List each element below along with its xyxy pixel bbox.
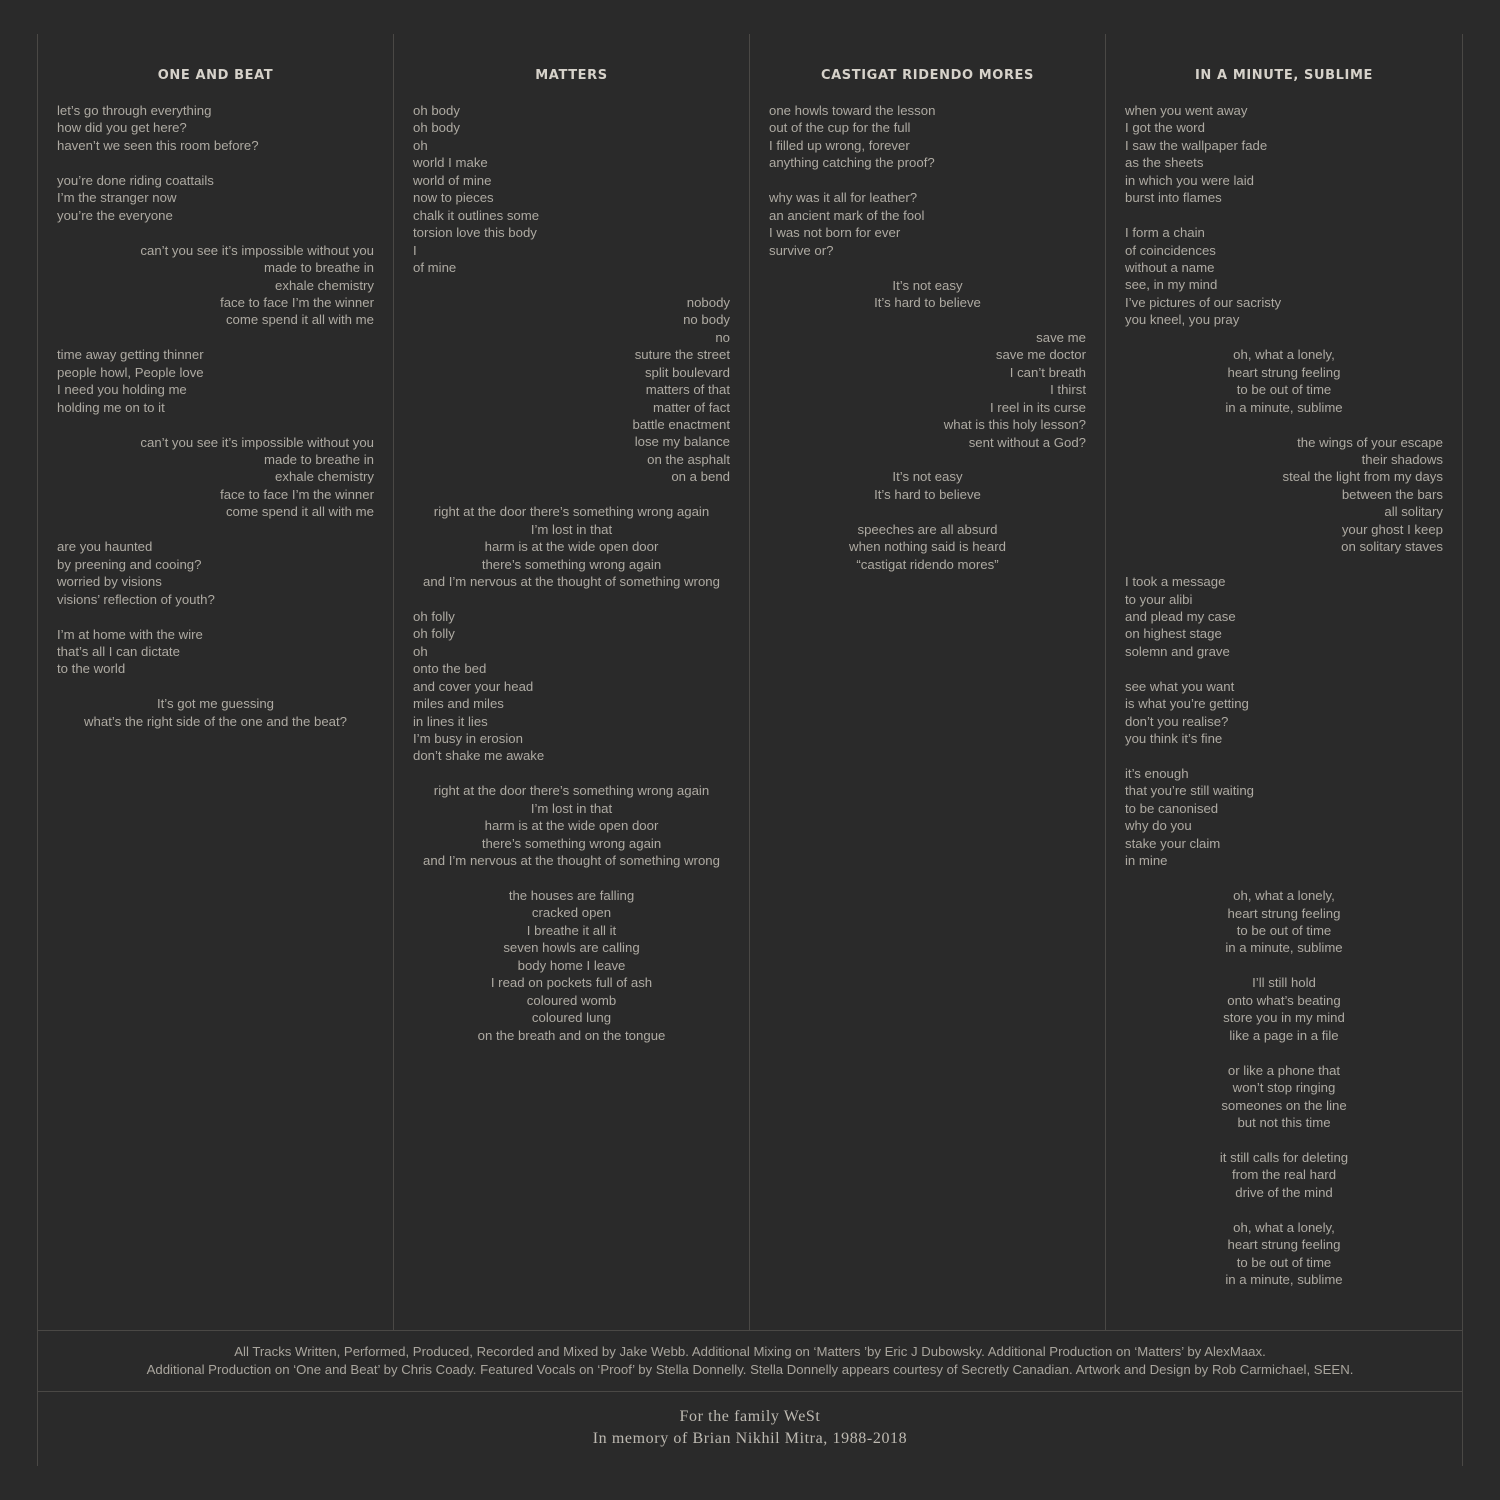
lyric-line: to the world (57, 661, 126, 677)
lyric-line: It’s hard to believe (874, 486, 981, 502)
lyric-line: that you’re still waiting (1125, 783, 1255, 799)
lyric-line: It’s hard to believe (874, 294, 981, 310)
lyric-line: to your alibi (1125, 591, 1193, 607)
lyric-line: in a minute, sublime (1225, 940, 1343, 956)
lyric-line: is what you’re getting (1125, 696, 1249, 712)
lyric-line: to be out of time (1236, 382, 1332, 398)
lyric-line: in a minute, sublime (1225, 399, 1343, 415)
stanza (57, 242, 374, 329)
lyric-line: anything catching the proof? (769, 155, 935, 171)
lyric-line: heart strung feeling (1227, 905, 1341, 921)
lyric-line: I saw the wallpaper fade (1125, 137, 1268, 153)
stanza (57, 102, 374, 154)
stanza (1125, 1149, 1443, 1201)
stanza (769, 102, 1086, 172)
lyric-line: I’m the stranger now (57, 190, 177, 206)
stanza (769, 329, 1086, 451)
lyric-line: won’t stop ringing (1232, 1080, 1336, 1096)
credits-line-1: All Tracks Written, Performed, Produced, Recorded and Mixed by Jake Webb. Additional Mixing on ‘Matters ’by Eric J Dubowsky. Additional Production on ‘Matters’ by AlexMaax. (234, 1344, 1266, 1359)
lyric-line: heart strung feeling (1227, 1237, 1341, 1253)
lyric-line: onto what’s beating (1227, 992, 1341, 1008)
lyric-line: It’s not easy (892, 277, 963, 293)
lyric-line: solemn and grave (1125, 643, 1230, 659)
lyric-line: in lines it lies (413, 713, 488, 729)
lyric-line: see, in my mind (1125, 277, 1218, 293)
dedication-block (38, 1406, 1462, 1450)
lyric-line: in which you were laid (1125, 172, 1255, 188)
stanza (1125, 887, 1443, 957)
lyric-line: come spend it all with me (225, 312, 374, 328)
stanza (769, 277, 1086, 312)
lyric-line: oh body (413, 120, 460, 136)
lyric-line: exhale chemistry (275, 469, 374, 485)
lyric-line: exhale chemistry (275, 277, 374, 293)
lyric-line: I breathe it all it (526, 922, 617, 938)
lyric-line: coloured womb (526, 992, 617, 1008)
stanza (1125, 434, 1443, 556)
lyric-line: oh (413, 643, 428, 659)
lyric-line: without a name (1125, 260, 1215, 275)
lyric-line: people howl, People love (57, 364, 204, 380)
lyric-line: speeches are all absurd (857, 521, 998, 537)
lyrics-columns (38, 34, 1462, 1330)
lyric-line: no body (683, 312, 730, 328)
lyric-line: battle enactment (632, 416, 730, 432)
lyric-line: I can’t breath (1009, 364, 1086, 380)
lyric-line: that’s all I can dictate (57, 643, 180, 659)
stanza (1125, 102, 1443, 207)
stanza (413, 102, 730, 276)
lyric-line: are you haunted (57, 539, 153, 555)
lyric-line: it still calls for deleting (1219, 1149, 1349, 1165)
lyric-line: and cover your head (413, 678, 534, 694)
lyric-line: you think it’s fine (1125, 731, 1223, 747)
stanza (1125, 1219, 1443, 1289)
lyric-line: I need you holding me (57, 382, 187, 398)
lyric-line: on a bend (671, 469, 730, 485)
lyric-line: come spend it all with me (225, 504, 374, 520)
lyric-line: let’s go through everything (57, 103, 212, 118)
lyric-line: the wings of your escape (1297, 434, 1443, 450)
lyric-line: haven’t we seen this room before? (57, 137, 259, 153)
lyric-line: body home I leave (517, 957, 626, 973)
lyric-line: between the bars (1341, 486, 1443, 502)
lyric-line: oh folly (413, 608, 455, 624)
stanza (1125, 346, 1443, 416)
lyric-line: steal the light from my days (1282, 469, 1443, 485)
lyric-line: save me doctor (995, 347, 1086, 363)
lyric-line: no (715, 329, 730, 345)
stanza (413, 608, 730, 765)
stanza (57, 434, 374, 521)
lyric-line: cracked open (531, 905, 612, 921)
lyric-line: but not this time (1237, 1114, 1331, 1130)
lyric-line: on highest stage (1125, 626, 1222, 642)
credits-line-2: Additional Production on ‘One and Beat’ by Chris Coady. Featured Vocals on ‘Proof’ by Stella Donnelly. Stella Donnelly appears courtesy of Secretly Canadian. Artwork and Design by Rob Carmichael, SEEN. (146, 1362, 1354, 1377)
song-title: MATTERS (535, 68, 608, 83)
lyrics-column (750, 34, 1106, 1330)
lyric-line: as the sheets (1125, 155, 1204, 171)
lyric-line: one howls toward the lesson (769, 103, 936, 118)
lyrics-column (394, 34, 750, 1330)
lyric-line: oh folly (413, 626, 455, 642)
lyric-line: you’re the everyone (57, 207, 173, 223)
stanza (57, 346, 374, 416)
lyric-line: in a minute, sublime (1225, 1272, 1343, 1287)
lyric-line: I filled up wrong, forever (769, 137, 910, 153)
lyric-line: and I’m nervous at the thought of something wrong (423, 853, 720, 869)
stanza (1125, 224, 1443, 329)
lyric-line: I reel in its curse (989, 399, 1086, 415)
lyric-line: drive of the mind (1235, 1184, 1333, 1200)
lyric-line: why do you (1125, 818, 1192, 834)
stanza (1125, 974, 1443, 1044)
lyric-line: of mine (413, 259, 457, 275)
lyric-line: suture the street (634, 347, 730, 363)
lyric-line: it’s enough (1125, 766, 1189, 781)
lyric-line: out of the cup for the full (769, 120, 911, 136)
lyric-line: I’m at home with the wire (57, 626, 203, 642)
lyric-line: their shadows (1361, 451, 1443, 467)
lyric-line: like a page in a file (1229, 1027, 1339, 1043)
lyric-line: to be out of time (1236, 1254, 1332, 1270)
lyric-line: can’t you see it’s impossible without you (140, 434, 374, 450)
lyric-line: face to face I’m the winner (220, 486, 374, 502)
lyric-line: there’s something wrong again (481, 556, 662, 572)
lyric-line: you’re done riding coattails (57, 172, 214, 188)
lyric-line: time away getting thinner (57, 347, 204, 363)
stanza (413, 294, 730, 486)
lyric-line: harm is at the wide open door (484, 818, 659, 834)
lyric-line: don’t you realise? (1125, 713, 1229, 729)
lyric-line: harm is at the wide open door (484, 539, 659, 555)
lyric-line: I’ve pictures of our sacristy (1125, 294, 1282, 310)
lyric-line: heart strung feeling (1227, 364, 1341, 380)
stanza (57, 172, 374, 224)
lyric-line: you kneel, you pray (1125, 312, 1240, 328)
lyric-line: when you went away (1125, 103, 1248, 118)
stanza (1125, 765, 1443, 870)
lyric-line: and plead my case (1125, 608, 1236, 624)
dedication-line-2: In memory of Brian Nikhil Mitra, 1988-2018 (592, 1430, 908, 1447)
lyric-line: or like a phone that (1227, 1062, 1341, 1078)
lyric-line: made to breathe in (264, 452, 374, 467)
lyric-line: I took a message (1125, 574, 1226, 590)
lyric-line: I (413, 242, 417, 258)
lyric-line: stake your claim (1125, 835, 1221, 851)
lyric-line: I was not born for ever (769, 225, 901, 241)
lyric-line: oh body (413, 103, 460, 118)
lyric-line: what is this holy lesson? (943, 417, 1086, 433)
lyric-line: onto the bed (413, 661, 487, 677)
lyric-line: survive or? (769, 242, 834, 258)
lyric-line: save me (1036, 329, 1086, 345)
lyric-line: on the asphalt (647, 451, 730, 467)
lyric-line: oh, what a lonely, (1233, 1219, 1335, 1235)
lyric-line: nobody (686, 294, 730, 310)
lyric-line: I’m lost in that (530, 800, 613, 816)
lyric-line: how did you get here? (57, 120, 187, 136)
lyric-line: why was it all for leather? (769, 190, 918, 206)
lyric-line: worried by visions (57, 574, 162, 590)
lyric-line: “castigat ridendo mores” (856, 556, 999, 572)
lyric-line: world I make (413, 155, 488, 171)
lyric-line: oh, what a lonely, (1233, 347, 1335, 363)
lyric-line: from the real hard (1231, 1167, 1337, 1183)
song-title: ONE AND BEAT (157, 68, 274, 83)
stanza (57, 695, 374, 730)
lyric-line: split boulevard (644, 364, 730, 380)
lyric-line: in mine (1125, 853, 1168, 869)
lyric-line: It’s not easy (892, 469, 963, 485)
lyric-line: an ancient mark of the fool (769, 207, 925, 223)
lyric-line: now to pieces (413, 190, 494, 206)
stanza (769, 521, 1086, 573)
lyric-line: all solitary (1384, 504, 1443, 520)
lyric-line: matters of that (645, 382, 730, 398)
lyric-line: someones on the line (1221, 1097, 1347, 1113)
song-title: CASTIGAT RIDENDO MORES (821, 68, 1034, 83)
lyric-line: see what you want (1125, 678, 1235, 694)
lyric-line: oh (413, 137, 428, 153)
lyrics-column (38, 34, 394, 1330)
lyric-line: don’t shake me awake (413, 748, 545, 764)
lyric-line: I thirst (1050, 382, 1086, 398)
lyric-line: visions’ reflection of youth? (57, 591, 215, 607)
lyric-line: world of mine (413, 172, 492, 188)
lyric-line: chalk it outlines some (413, 207, 540, 223)
lyric-line: made to breathe in (264, 260, 374, 276)
dedication-line-1: For the family WeSt (679, 1408, 821, 1425)
stanza (769, 189, 1086, 259)
credits-block (38, 1330, 1462, 1392)
lyric-line: I read on pockets full of ash (490, 975, 653, 991)
stanza (57, 538, 374, 608)
lyric-line: and I’m nervous at the thought of something wrong (423, 573, 720, 589)
lyric-line: there’s something wrong again (481, 835, 662, 851)
lyric-line: seven howls are calling (503, 940, 640, 956)
lyric-line: I form a chain (1125, 225, 1205, 241)
lyric-line: by preening and cooing? (57, 556, 202, 572)
lyric-line: matter of fact (653, 399, 730, 415)
lyric-line: I’m lost in that (530, 521, 613, 537)
lyric-line: miles and miles (413, 696, 504, 712)
lyric-line: store you in my mind (1223, 1010, 1345, 1026)
lyric-sheet (37, 34, 1463, 1466)
lyric-line: coloured lung (531, 1010, 612, 1026)
stanza (1125, 678, 1443, 748)
lyric-line: sent without a God? (968, 434, 1086, 450)
lyric-line: oh, what a lonely, (1233, 888, 1335, 904)
lyric-line: It’s got me guessing (156, 696, 275, 712)
lyric-line: I’ll still hold (1252, 975, 1316, 991)
lyric-line: lose my balance (634, 434, 730, 450)
song-title: IN A MINUTE, SUBLIME (1194, 68, 1374, 83)
lyric-line: torsion love this body (413, 225, 537, 241)
lyric-line: of coincidences (1125, 242, 1216, 258)
stanza (1125, 1062, 1443, 1132)
stanza (769, 468, 1086, 503)
lyric-line: to be out of time (1236, 923, 1332, 938)
lyric-line: your ghost I keep (1341, 521, 1443, 537)
lyric-line: what’s the right side of the one and the beat? (84, 713, 347, 729)
lyric-line: when nothing said is heard (849, 539, 1006, 555)
lyric-line: I’m busy in erosion (413, 730, 523, 746)
stanza (1125, 573, 1443, 660)
lyric-line: I got the word (1125, 120, 1205, 136)
lyric-line: on the breath and on the tongue (477, 1027, 666, 1043)
lyric-line: burst into flames (1125, 190, 1222, 206)
lyric-line: right at the door there’s something wrong again (433, 504, 710, 520)
stanza (413, 782, 730, 869)
lyric-line: face to face I’m the winner (220, 294, 374, 310)
lyric-line: can’t you see it’s impossible without you (140, 242, 374, 258)
lyric-line: right at the door there’s something wrong again (433, 783, 710, 799)
lyric-line: holding me on to it (57, 399, 165, 415)
lyric-line: the houses are falling (508, 888, 635, 903)
stanza (413, 887, 730, 1044)
lyrics-column (1106, 34, 1462, 1330)
stanza (57, 626, 374, 678)
stanza (413, 503, 730, 590)
lyric-line: on solitary staves (1341, 539, 1443, 555)
lyric-line: to be canonised (1125, 800, 1219, 816)
